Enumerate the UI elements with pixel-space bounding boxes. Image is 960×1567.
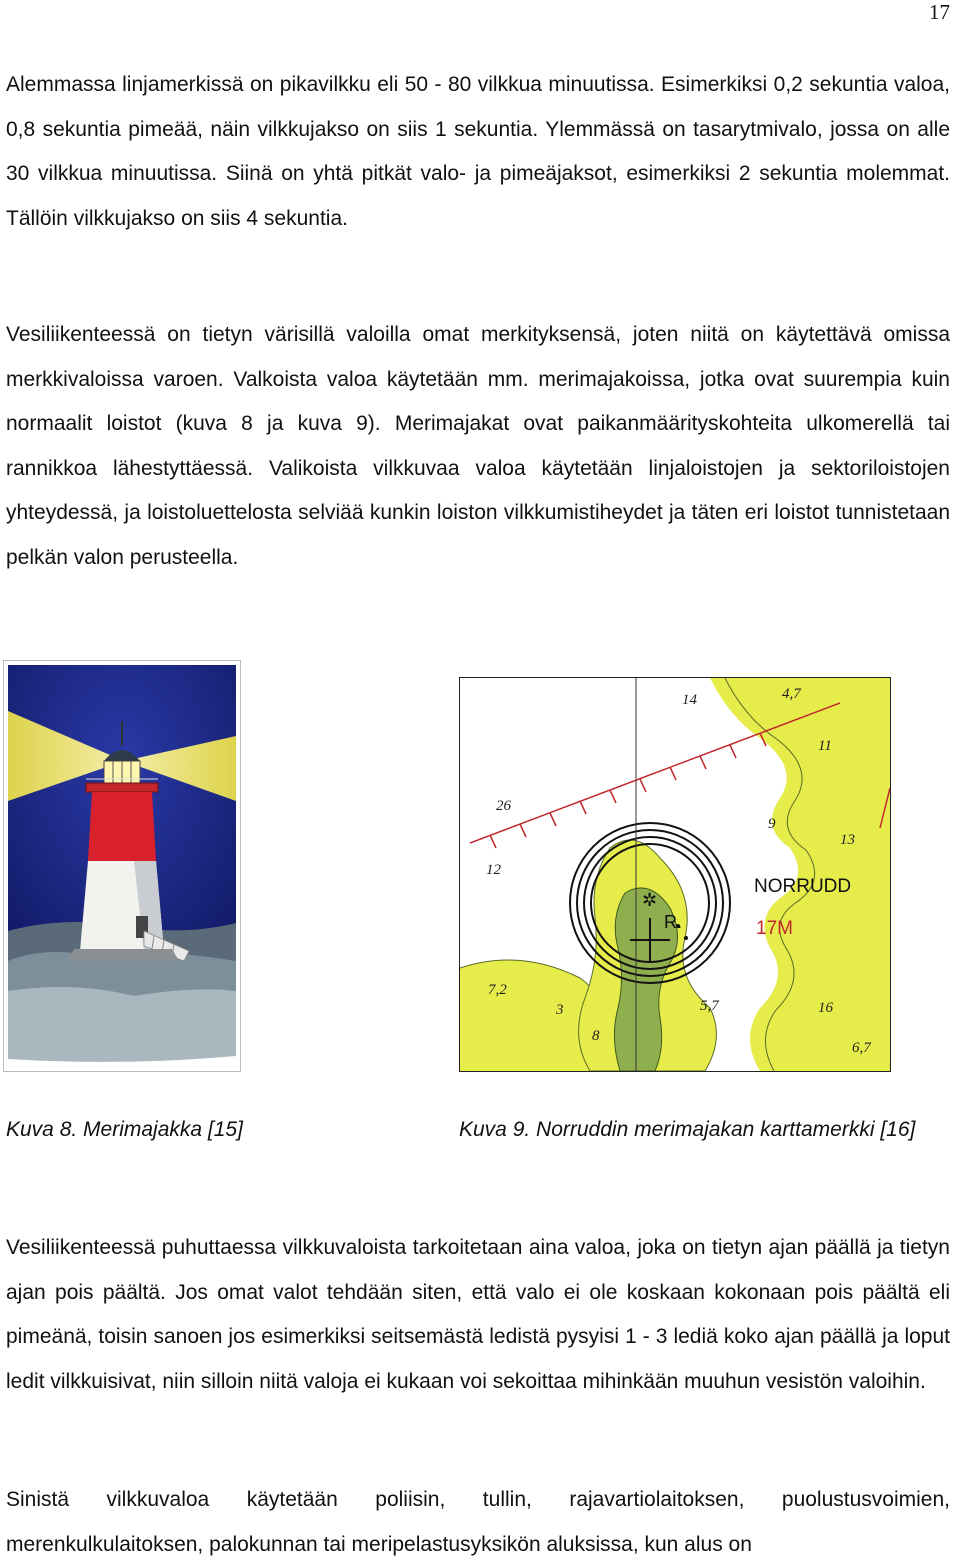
light-range-label: 17M [756, 918, 793, 939]
depth-label: 9 [768, 816, 776, 832]
paragraph-4: Sinistä vilkkuvaloa käytetään poliisin, tullin, rajavartiolaitoksen, puolustusvoimien, merenkulkulaitoksen, palokunnan tai meripelastusyksikön aluksissa, kun alus on [6, 1488, 950, 1556]
depth-label: 26 [496, 798, 511, 814]
paragraph-1: Alemmassa linjamerkissä on pikavilkku eli 50 - 80 vilkkua minuutissa. Esimerkiksi 0,2 sekuntia valoa, 0,8 sekuntia pimeää, näin vilkkujakso on siis 1 sekuntia. Ylemmässä on tasarytmivalo, jossa on alle 30 vilkkua minuutissa. Siinä on yhtä pitkät valo- ja pimeäjaksot, esimerkiksi 2 sekuntia molemmat. Tällöin vilkkujakso on siis 4 sekuntia. [6, 73, 950, 230]
figure-9-caption: Kuva 9. Norruddin merimajakan karttamerkki [16] [459, 1118, 916, 1141]
tower-red-section [88, 792, 156, 861]
place-name-label: NORRUDD [754, 876, 852, 897]
depth-label: 7,2 [488, 982, 507, 998]
depth-label: 12 [486, 862, 501, 878]
lighthouse-star-icon: ✲ [642, 890, 658, 911]
depth-label: 8 [592, 1028, 600, 1044]
depth-label: 11 [818, 738, 832, 754]
depth-label: 13 [840, 832, 855, 848]
page-number: 17 [929, 0, 950, 24]
paragraph-2: Vesiliikenteessä on tietyn värisillä valoilla omat merkityksensä, joten niitä on käytettävä omissa merkkivaloissa varoen. Valkoista valoa käytetään mm. merimajakoissa, jotka ovat suurempia kuin normaalit loistot (kuva 8 ja kuva 9). Merimajakat ovat paikanmäärityskohteita ulkomerellä tai rannikkoa lähestyttäessä. Valikoista vilkkuvaa valoa käytetään linjaloistojen ja sektoriloistojen yhteydessä, ja loistoluettelosta selviää kunkin loiston vilkkumistiheydet ja täten eri loistot tunnistetaan pelkän valon perusteella. [6, 323, 950, 569]
nautical-chart-image [459, 677, 891, 1072]
figure-8-caption: Kuva 8. Merimajakka [15] [6, 1118, 243, 1141]
lighthouse-image [3, 660, 241, 1072]
depth-label: 6,7 [852, 1040, 871, 1056]
depth-label: 4,7 [782, 686, 801, 702]
depth-label: 5,7 [700, 998, 719, 1014]
depth-label: 14 [682, 692, 697, 708]
rock-mark-label: R. [664, 912, 682, 932]
paragraph-3: Vesiliikenteessä puhuttaessa vilkkuvaloista tarkoitetaan aina valoa, joka on tietyn ajan päällä ja tietyn ajan pois päältä. Jos omat valot tehdään siten, että valo ei ole koskaan kokonaan pois päältä eli pimeänä, toisin sanoen jos esimerkiksi seitsemästä ledistä pysyisi 1 - 3 lediä koko ajan päällä ja loput ledit vilkkuisivat, niin silloin niitä valoja ei kukaan voi sekoittaa mihinkään muuhun vesistön valoihin. [6, 1236, 950, 1393]
depth-label: 3 [556, 1002, 564, 1018]
depth-label: 16 [818, 1000, 833, 1016]
